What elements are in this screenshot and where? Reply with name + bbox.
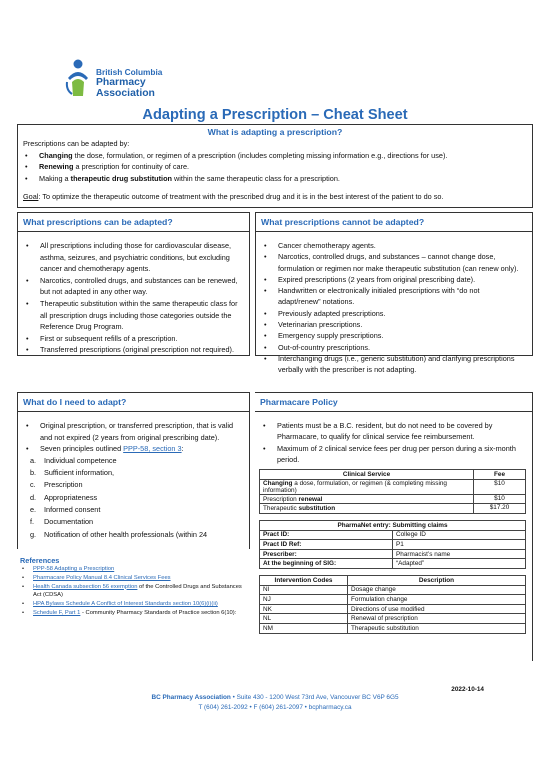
reference-item: • Schedule F, Part 1 - Community Pharmacy Standards of Practice section 6(10): (20, 609, 250, 618)
pharmanet-row (260, 559, 526, 569)
cannot-adapt-item: • Previously adapted prescriptions. (262, 308, 524, 319)
cannot-adapt-item: • Out-of-country prescriptions. (262, 342, 524, 353)
cannot-adapt-item: • Handwritten or electronically initialed prescriptions with “do not adapt/renew” notations. (262, 285, 524, 308)
cannot-adapt-item: • Narcotics, controlled drugs, and substances – cannot change dose, formulation or regimen nor make therapeutic substitution (can renew only). (262, 251, 524, 274)
what-is-item: • Renewing a prescription for continuity of care. (23, 161, 527, 173)
references-section (20, 556, 250, 618)
footer-address: • Suite 430 - 1200 West 73rd Ave, Vancouver BC V6P 6G5 (230, 694, 399, 701)
footer-org-name: BC Pharmacy Association (151, 694, 231, 701)
fee-row (260, 479, 526, 494)
pharmanet-value: “Adapted” (393, 559, 526, 569)
principle-item: a. Individual competence (30, 455, 117, 465)
reference-link[interactable]: Schedule F, Part 1 (33, 609, 81, 616)
what-is-item: • Making a therapeutic drug substitution within the same therapeutic class for a prescription. (23, 173, 527, 185)
intervention-description: Dosage change (348, 585, 526, 595)
pharmanet-value: Pharmacist’s name (393, 549, 526, 559)
reference-link[interactable]: Health Canada subsection 56 exemption (33, 583, 138, 590)
principle-item: c. Prescription (30, 480, 83, 490)
intervention-code-row (260, 604, 526, 614)
can-adapt-heading: What prescriptions can be adapted? (18, 213, 249, 232)
reference-link[interactable]: PPP-58 Adapting a Prescription (33, 566, 115, 572)
can-adapt-item: • First or subsequent refills of a prescription. (24, 333, 239, 345)
pharmanet-row (260, 540, 526, 550)
ppp58-link[interactable]: PPP-58, section 3 (123, 444, 182, 454)
need-item-original: • Original prescription, or transferred prescription, that is valid and not expired (2 years from original prescribing date). (24, 420, 239, 443)
reference-link[interactable]: HPA Bylaws Schedule A Conflict of Interest Standards section 10(6)(i)(ii) (33, 601, 218, 608)
pharmacare-section (255, 392, 533, 661)
pharmanet-row (260, 530, 526, 540)
pharmanet-field: At the beginning of SIG: (260, 559, 393, 569)
footer (0, 693, 550, 712)
pharmanet-field: Prescriber: (260, 549, 393, 559)
fee-row (260, 494, 526, 504)
principle-item: g. Notification of other health professionals (within 24 (30, 529, 208, 539)
intervention-code-row (260, 595, 526, 605)
principle-item: b. Sufficient information, (30, 468, 115, 478)
intervention-description: Formulation change (348, 595, 526, 605)
pharmacist-figure-icon (64, 58, 92, 98)
cannot-adapt-item: • Veterinarian prescriptions. (262, 319, 524, 330)
can-adapt-item: • All prescriptions including those for cardiovascular disease, asthma, seizures, and psychiatric conditions, but excluding cancer and chemotherapy agents. (24, 240, 239, 275)
pharmanet-value: College ID (393, 530, 526, 540)
fee-amount: $17.20 (474, 504, 526, 514)
cannot-adapt-section (255, 212, 533, 375)
need-item-principles: • Seven principles outlined PPP-58, section 3: (24, 443, 239, 455)
intervention-code-row (260, 623, 526, 633)
fee-row (260, 504, 526, 514)
fee-service: Prescription renewal (260, 494, 474, 504)
intervention-code: NJ (260, 595, 348, 605)
cannot-adapt-item: • Cancer chemotherapy agents. (262, 240, 524, 251)
pharmanet-row (260, 549, 526, 559)
pharmanet-field: Pract ID: (260, 530, 393, 540)
fee-service: Therapeutic substitution (260, 504, 474, 514)
logo-line1: British Columbia (96, 67, 163, 77)
cannot-adapt-item: • Expired prescriptions (2 years from original prescribing date). (262, 274, 524, 285)
can-adapt-item: • Narcotics, controlled drugs, and substances can be renewed, but not adapted in any other way. (24, 275, 239, 298)
intervention-code: NM (260, 623, 348, 633)
pharmanet-table (259, 520, 526, 569)
document-date: 2022-10-14 (451, 686, 484, 693)
cannot-adapt-item: • Emergency supply prescriptions. (262, 330, 524, 341)
reference-item (20, 574, 250, 583)
goal-text: Goal: To optimize the therapeutic outcome of treatment with the prescribed drug and it is in the best interest of the patient to do so. (23, 192, 444, 202)
reference-item: • Health Canada subsection 56 exemption of the Controlled Drugs and Substances Act (CDSA) (20, 583, 250, 601)
fee-col-fee: Fee (474, 470, 526, 480)
references-heading: References (20, 556, 60, 565)
can-adapt-item: • Transferred prescriptions (original prescription not required). (24, 344, 239, 356)
cannot-adapt-item: • Interchanging drugs (i.e., generic substitution) and clarifying prescriptions verbally with the prescriber is not adapting. (262, 353, 524, 376)
reference-link[interactable]: Pharmacare Policy Manual 8.4 Clinical Services Fees (33, 574, 171, 581)
pharmacare-item-resident: • Patients must be a B.C. resident, but do not need to be covered by Pharmacare, to qualify for clinical service fee reimbursement. (261, 420, 524, 443)
fee-col-service: Clinical Service (260, 470, 474, 480)
principle-item: e. Informed consent (30, 504, 101, 514)
what-is-heading: What is adapting a prescription? (207, 127, 343, 137)
intervention-code-row (260, 614, 526, 624)
cannot-adapt-heading: What prescriptions cannot be adapted? (256, 213, 532, 232)
what-is-intro: Prescriptions can be adapted by: (23, 139, 130, 148)
pharmanet-header: PharmaNet entry: Submitting claims (260, 520, 526, 530)
logo-line2: Pharmacy Association (96, 77, 155, 99)
intervention-codes-table (259, 575, 526, 634)
fee-amount: $10 (474, 494, 526, 504)
intervention-code: NK (260, 604, 348, 614)
what-is-item: • Changing the dose, formulation, or regimen of a prescription (includes completing missing information e.g., directions for use). (23, 150, 527, 162)
intervention-description: Directions of use modified (348, 604, 526, 614)
intervention-description: Therapeutic substitution (348, 623, 526, 633)
pharmanet-value: P1 (393, 540, 526, 550)
intervention-code: NI (260, 585, 348, 595)
pharmanet-field: Pract ID Ref: (260, 540, 393, 550)
reference-item (20, 565, 250, 574)
footer-contact: T (604) 261-2092 • F (604) 261-2097 • bcpharmacy.ca (198, 703, 352, 711)
codes-col-desc: Description (348, 575, 526, 585)
principle-item: f. Documentation (30, 517, 94, 527)
intervention-code: NL (260, 614, 348, 624)
intervention-code-row (260, 585, 526, 595)
can-adapt-item: • Therapeutic substitution within the same therapeutic class for all prescription drugs including those categories outside the Reference Drug Program. (24, 298, 239, 333)
what-need-section (17, 392, 250, 549)
pharmacare-item-max: • Maximum of 2 clinical service fees per drug per person during a six-month period. (261, 443, 524, 466)
pharmacare-heading: Pharmacare Policy (255, 393, 532, 412)
intervention-description: Renewal of prescription (348, 614, 526, 624)
page-title: Adapting a Prescription – Cheat Sheet (142, 107, 408, 123)
fee-service: Changing a dose, formulation, or regimen (& completing missing information) (260, 479, 474, 494)
what-need-heading: What do I need to adapt? (18, 393, 249, 412)
principle-item: d. Appropriateness (30, 492, 98, 502)
codes-col-code: Intervention Codes (260, 575, 348, 585)
reference-item (20, 600, 250, 609)
can-adapt-section (17, 212, 250, 356)
fee-amount: $10 (474, 479, 526, 494)
what-is-section (17, 124, 533, 208)
bcpharmacy-logo (64, 58, 194, 102)
fee-table (259, 469, 526, 514)
